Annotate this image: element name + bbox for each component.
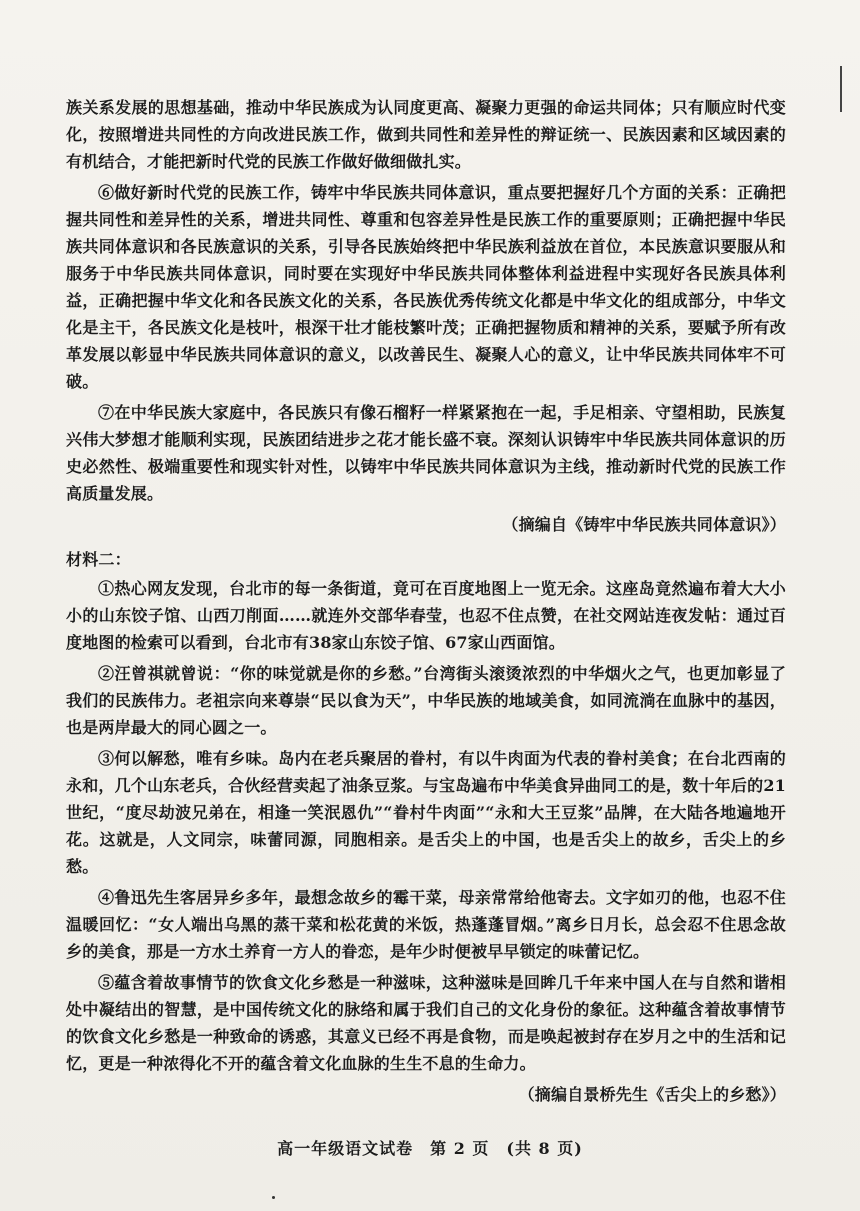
page-content: [66, 94, 786, 1116]
paragraph-6: ⑥做好新时代党的民族工作，铸牢中华民族共同体意识，重点要把握好几个方面的关系：正确把握共同性和差异性的关系，增进共同性、尊重和包容差异性是民族工作的重要原则；正确把握中华民族共同体意识和各民族意识的关系，引导各民族始终把中华民族利益放在首位，本民族意识要服从和服务于中华民族共同体意识，同时要在实现好中华民族共同体整体利益进程中实现好各民族具体利益，正确把握中华文化和各民族文化的关系，各民族优秀传统文化都是中华文化的组成部分，中华文化是主干，各民族文化是枝叶，根深干壮才能枝繁叶茂；正确把握物质和精神的关系，要赋予所有改革发展以彰显中华民族共同体意识的意义，以改善民生、凝聚人心的意义，让中华民族共同体牢不可破。: [66, 183, 786, 391]
material-two-paragraph-5: ⑤蕴含着故事情节的饮食文化乡愁是一种滋味，这种滋味是回眸几千年来中国人在与自然和谐相处中凝结出的智慧，是中国传统文化的脉络和属于我们自己的文化身份的象征。这种蕴含着故事情节的饮食文化乡愁是一种致命的诱惑，其意义已经不再是食物，而是唤起被封存在岁月之中的生活和记忆，更是一种浓得化不开的蕴含着文化血脉的生生不息的生命力。: [66, 973, 786, 1073]
material-two-paragraph-2: ②汪曾祺就曾说：“你的味觉就是你的乡愁。”台湾街头滚烫浓烈的中华烟火之气，也更加彰显了我们的民族伟力。老祖宗向来尊崇“民以食为天”，中华民族的地域美食，如同流淌在血脉中的基因，也是两岸最大的同心圆之一。: [66, 664, 786, 737]
material-two-heading: 材料二：: [66, 550, 131, 569]
material-two-paragraph-4: ④鲁迅先生客居异乡多年，最想念故乡的霉干菜，母亲常常给他寄去。文字如刃的他，也忍不住温暖回忆：“女人端出乌黑的蒸干菜和松花黄的米饭，热蓬蓬冒烟。”离乡日月长，总会忍不住思念故乡的美食，那是一方水土养育一方人的眷恋，是年少时便被早早锁定的味蕾记忆。: [66, 888, 786, 961]
material-two-paragraph-1: ①热心网友发现，台北市的每一条街道，竟可在百度地图上一览无余。这座岛竟然遍布着大大小小的山东饺子馆、山西刀削面……就连外交部华春莹，也忍不住点赞，在社交网站连夜发帖：通过百度地图的检索可以看到，台北市有38家山东饺子馆、67家山西面馆。: [66, 579, 786, 652]
source-citation-2: （摘编自景桥先生《舌尖上的乡愁》）: [518, 1085, 786, 1104]
paragraph-continuation: 族关系发展的思想基础，推动中华民族成为认同度更高、凝聚力更强的命运共同体；只有顺应时代变化，按照增进共同性的方向改进民族工作，做到共同性和差异性的辩证统一、民族因素和区域因素的有机结合，才能把新时代党的民族工作做好做细做扎实。: [66, 98, 786, 171]
page-footer: 高一年级语文试卷 第 2 页 (共 8 页): [277, 1139, 583, 1158]
scan-speck: [272, 1196, 275, 1199]
material-two-paragraph-3: ③何以解愁，唯有乡味。岛内在老兵聚居的眷村，有以牛肉面为代表的眷村美食；在台北西南的永和，几个山东老兵，合伙经营卖起了油条豆浆。与宝岛遍布中华美食异曲同工的是，数十年后的21世纪，“度尽劫波兄弟在，相逢一笑泯恩仇”“眷村牛肉面”“永和大王豆浆”品牌，在大陆各地遍地开花。这就是，人文同宗，味蕾同源，同胞相亲。是舌尖上的中国，也是舌尖上的故乡，舌尖上的乡愁。: [66, 749, 786, 876]
scan-mark: [840, 66, 842, 112]
source-citation-1: （摘编自《铸牢中华民族共同体意识》）: [502, 515, 786, 534]
paragraph-7: ⑦在中华民族大家庭中，各民族只有像石榴籽一样紧紧抱在一起，手足相亲、守望相助，民族复兴伟大梦想才能顺利实现，民族团结进步之花才能长盛不衰。深刻认识铸牢中华民族共同体意识的历史必然性、极端重要性和现实针对性，以铸牢中华民族共同体意识为主线，推动新时代党的民族工作高质量发展。: [66, 403, 786, 503]
